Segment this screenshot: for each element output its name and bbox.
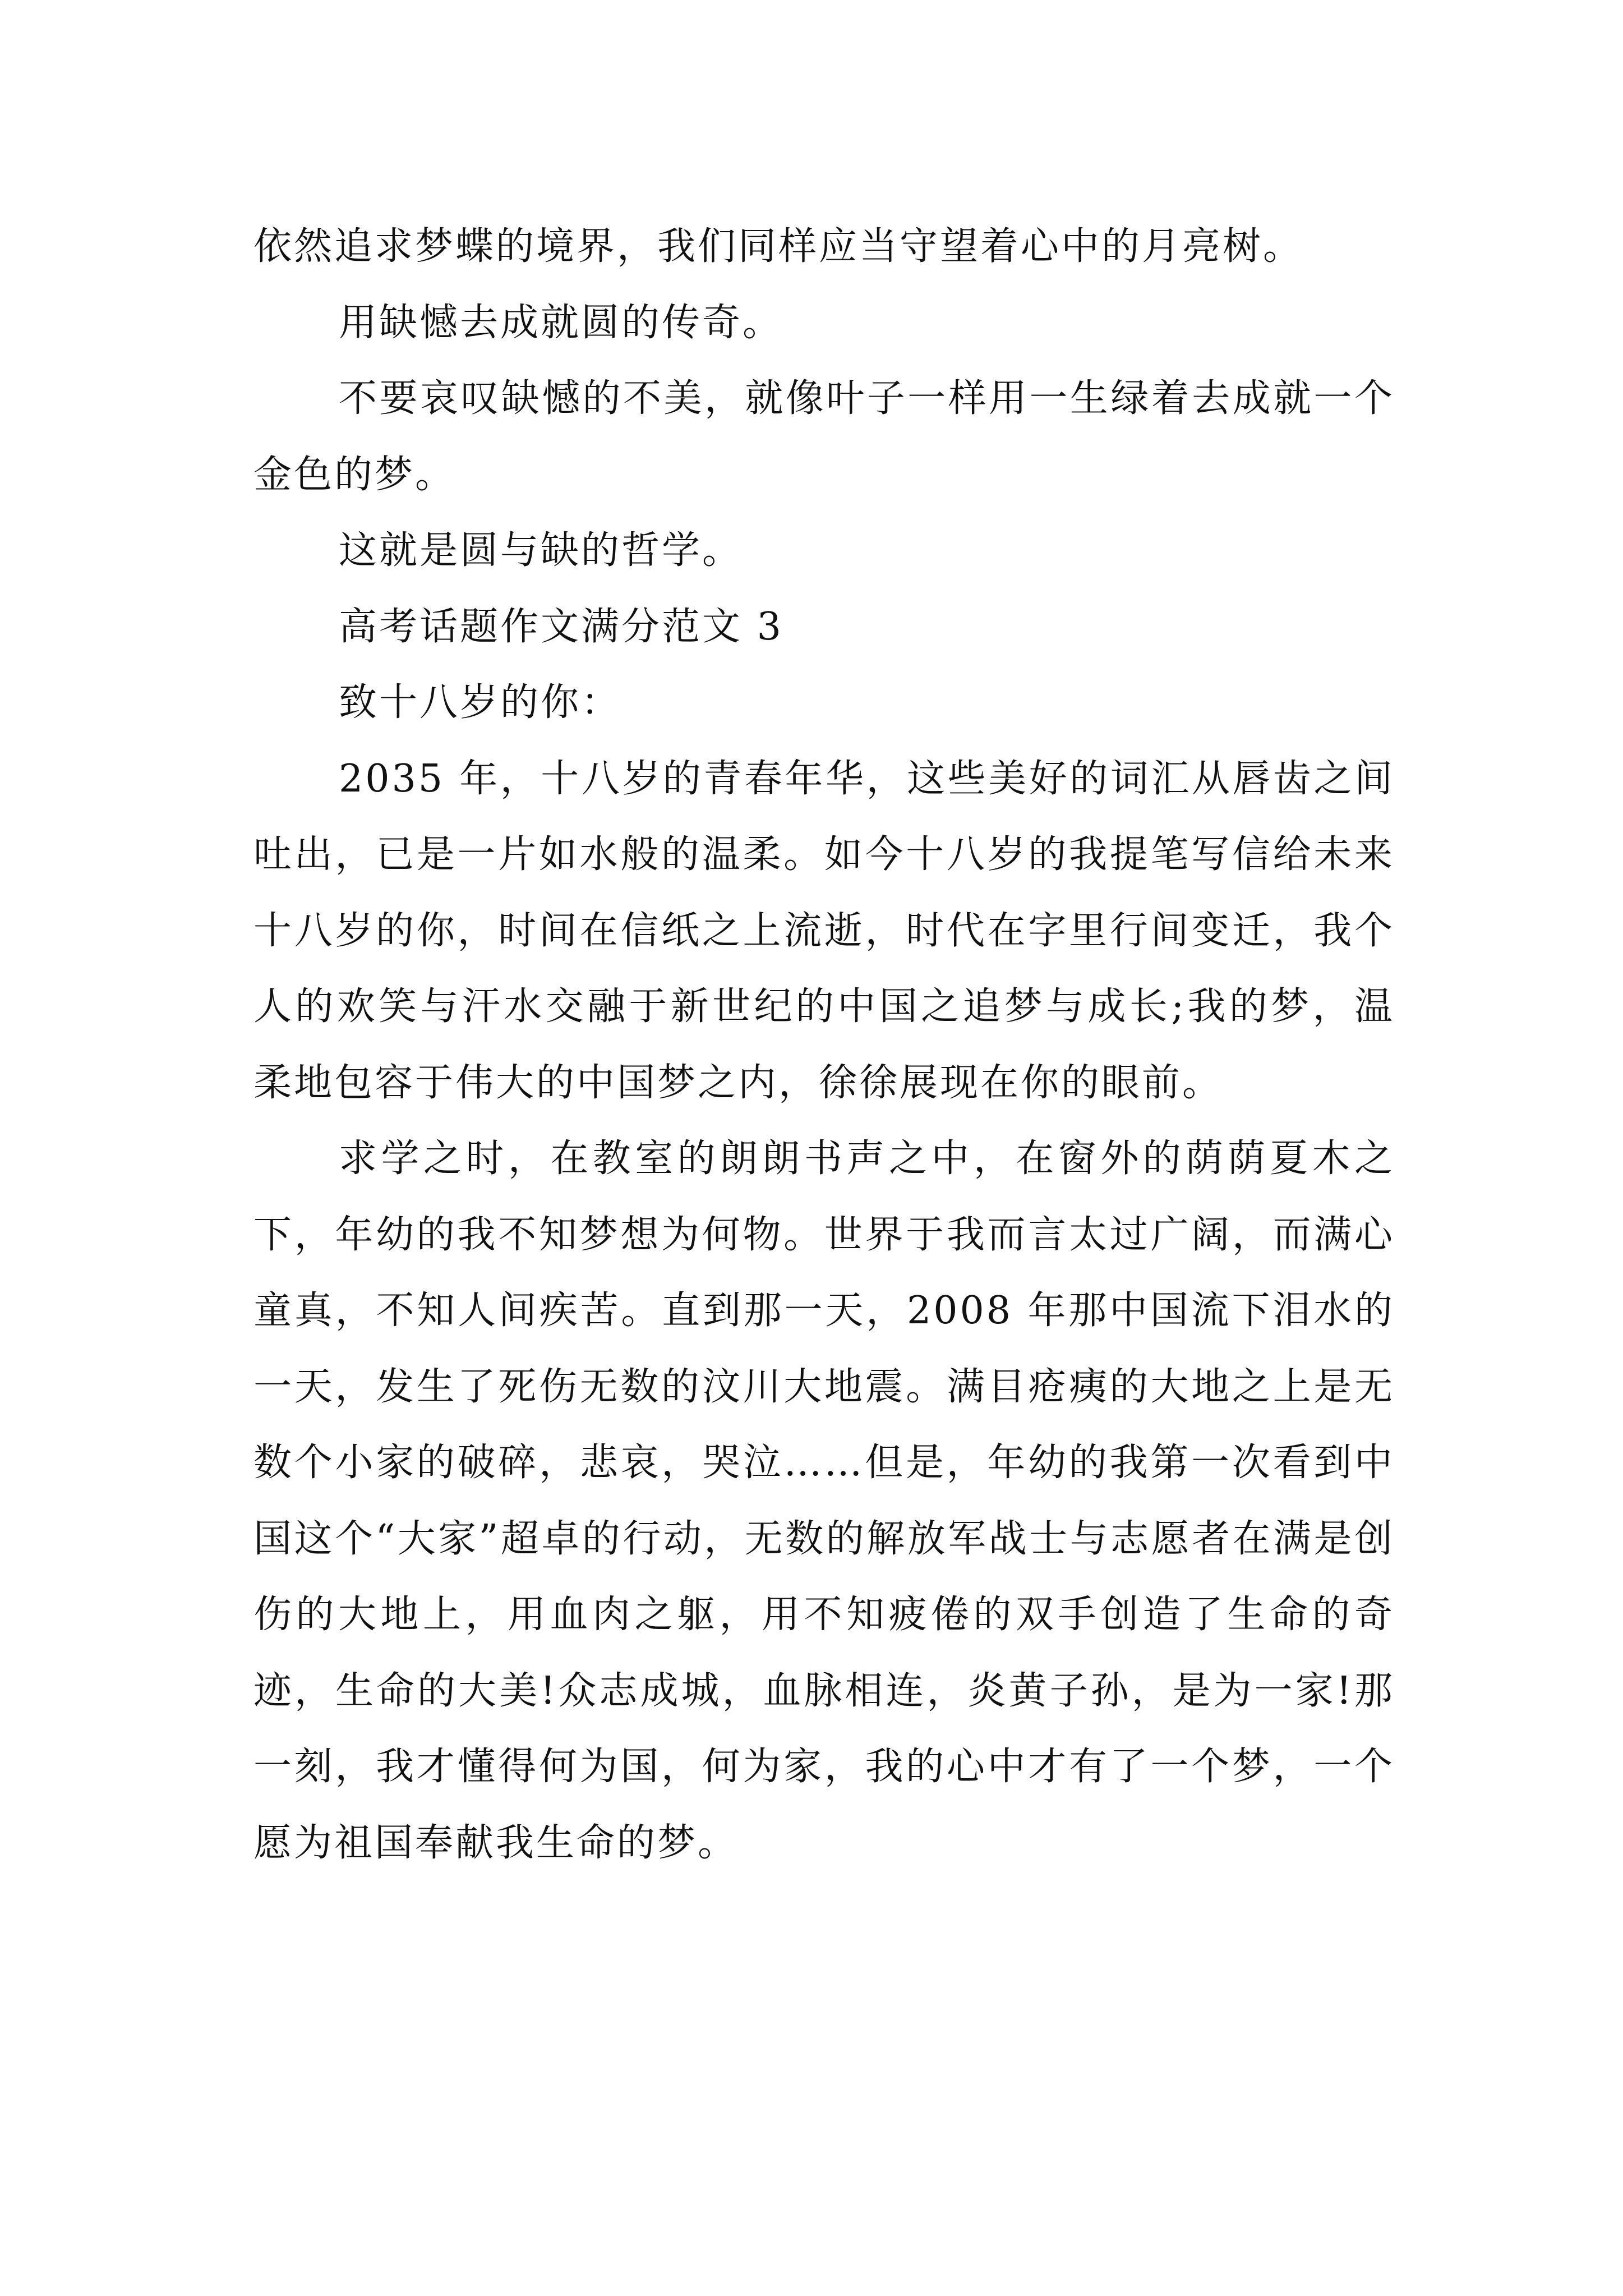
paragraph: 2035 年，十八岁的青春年华，这些美好的词汇从唇齿之间吐出，已是一片如水般的温柔。如今十八岁的我提笔写信给未来十八岁的你，时间在信纸之上流逝，时代在字里行间变迁，我个人的欢笑与汗水交融于新世纪的中国之追梦与成长;我的梦，温柔地包容于伟大的中国梦之内，徐徐展现在你的眼前。 <box>253 756 1395 1105</box>
section-heading: 高考话题作文满分范文 3 <box>339 604 783 649</box>
paragraph: 用缺憾去成就圆的传奇。 <box>339 300 783 345</box>
paragraph: 这就是圆与缺的哲学。 <box>339 528 743 573</box>
paragraph: 不要哀叹缺憾的不美，就像叶子一样用一生绿着去成就一个金色的梦。 <box>253 376 1395 497</box>
paragraph: 求学之时，在教室的朗朗书声之中，在窗外的荫荫夏木之下，年幼的我不知梦想为何物。世界于我而言太过广阔，而满心童真，不知人间疾苦。直到那一天，2008 年那中国流下泪水的一天，发生了死伤无数的汶川大地震。满目疮痍的大地之上是无数个小家的破碎，悲哀，哭泣……但是，年幼的我第一次看到中国这个“大家”超卓的行动，无数的解放军战士与志愿者在满是创伤的大地上，用血肉之躯，用不知疲倦的双手创造了生命的奇迹，生命的大美!众志成城，血脉相连，炎黄子孙，是为一家!那一刻，我才懂得何为国，何为家，我的心中才有了一个梦，一个愿为祖国奉献我生命的梦。 <box>253 1137 1395 1865</box>
document-body <box>253 209 1395 1881</box>
paragraph: 依然追求梦蝶的境界，我们同样应当守望着心中的月亮树。 <box>253 224 1304 269</box>
letter-salutation: 致十八岁的你： <box>339 680 622 725</box>
